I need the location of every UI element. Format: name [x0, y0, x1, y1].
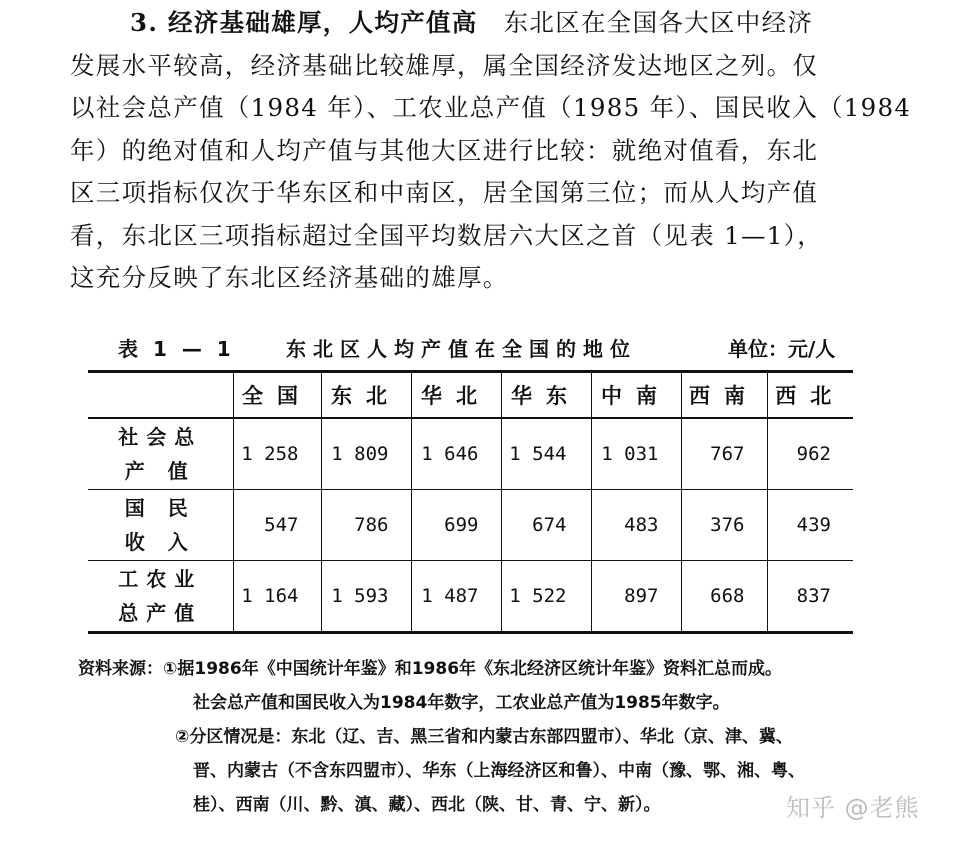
table-caption [118, 333, 858, 363]
header-corner [88, 372, 233, 419]
note-line: ②分区情况是：东北（辽、吉、黑三省和内蒙古东部四盟市）、华北（京、津、冀、 [175, 727, 793, 747]
table-cell: 1 164 [233, 561, 321, 633]
table-cell: 376 [681, 490, 767, 561]
data-table [88, 370, 853, 634]
row-label: 国 民 收 入 [124, 496, 196, 554]
table-cell: 786 [321, 490, 411, 561]
table-cell: 1 593 [321, 561, 411, 633]
table-cell: 897 [591, 561, 681, 633]
table-title: 东北区人均产值在全国的地位 [286, 337, 637, 361]
table-cell: 674 [501, 490, 591, 561]
column-header: 全国 [233, 372, 321, 419]
paragraph-line: 发展水平较高，经济基础比较雄厚，属全国经济发达地区之列。仅 [70, 50, 819, 80]
table-row [88, 490, 853, 561]
watermark: 知乎 @老熊 [786, 794, 920, 822]
body-paragraph [70, 2, 912, 300]
column-header: 东北 [321, 372, 411, 419]
note-line: 资料来源：①据1986年《中国统计年鉴》和1986年《东北经济区统计年鉴》资料汇总而成。 [78, 659, 783, 679]
table-cell: 668 [681, 561, 767, 633]
paragraph-line: 这充分反映了东北区经济基础的雄厚。 [70, 263, 509, 292]
table-row [88, 418, 853, 490]
column-header: 华东 [501, 372, 591, 419]
row-label: 工农业 总产值 [118, 567, 203, 625]
section-heading: 3. 经济基础雄厚，人均产值高 [130, 8, 478, 37]
table-cell: 1 258 [233, 418, 321, 490]
row-label: 社会总 产 值 [118, 425, 203, 483]
paragraph-line: 以社会总产值（1984 年）、工农业总产值（1985 年）、国民收入（1984 [70, 93, 912, 122]
table-cell: 1 031 [591, 418, 681, 490]
source-notes [78, 652, 898, 822]
table-row [88, 561, 853, 633]
paragraph-line: 区三项指标仅次于华东区和中南区，居全国第三位；而从人均产值 [70, 178, 819, 207]
table-cell: 483 [591, 490, 681, 561]
paragraph-line: 看，东北区三项指标超过全国平均数居六大区之首（见表 1—1）， [70, 220, 824, 250]
table-cell: 1 522 [501, 561, 591, 633]
table-number: 表 1 — 1 [118, 337, 235, 361]
table-cell: 699 [411, 490, 501, 561]
table-cell: 547 [233, 490, 321, 561]
note-line: 桂）、西南（川、黔、滇、藏）、西北（陕、甘、青、宁、新）。 [193, 795, 661, 815]
table-cell: 962 [767, 418, 853, 490]
table-cell: 1 544 [501, 418, 591, 490]
table-header-row [88, 372, 853, 419]
table-cell: 1 487 [411, 561, 501, 633]
column-header: 华北 [411, 372, 501, 419]
table-cell: 1 809 [321, 418, 411, 490]
table-cell: 837 [767, 561, 853, 633]
table-cell: 767 [681, 418, 767, 490]
column-header: 中南 [591, 372, 681, 419]
note-line: 社会总产值和国民收入为1984年数字，工农业总产值为1985年数字。 [193, 693, 730, 713]
table-cell: 439 [767, 490, 853, 561]
paragraph-line: 3. 经济基础雄厚，人均产值高 东北区在全国各大区中经济 [130, 8, 814, 37]
table-unit: 单位：元/人 [728, 337, 836, 361]
column-header: 西北 [767, 372, 853, 419]
table-cell: 1 646 [411, 418, 501, 490]
paragraph-line: 年）的绝对值和人均产值与其他大区进行比较：就绝对值看，东北 [70, 135, 819, 165]
note-line: 晋、内蒙古（不含东四盟市）、华东（上海经济区和鲁）、中南（豫、鄂、湘、粤、 [193, 761, 805, 781]
column-header: 西南 [681, 372, 767, 419]
